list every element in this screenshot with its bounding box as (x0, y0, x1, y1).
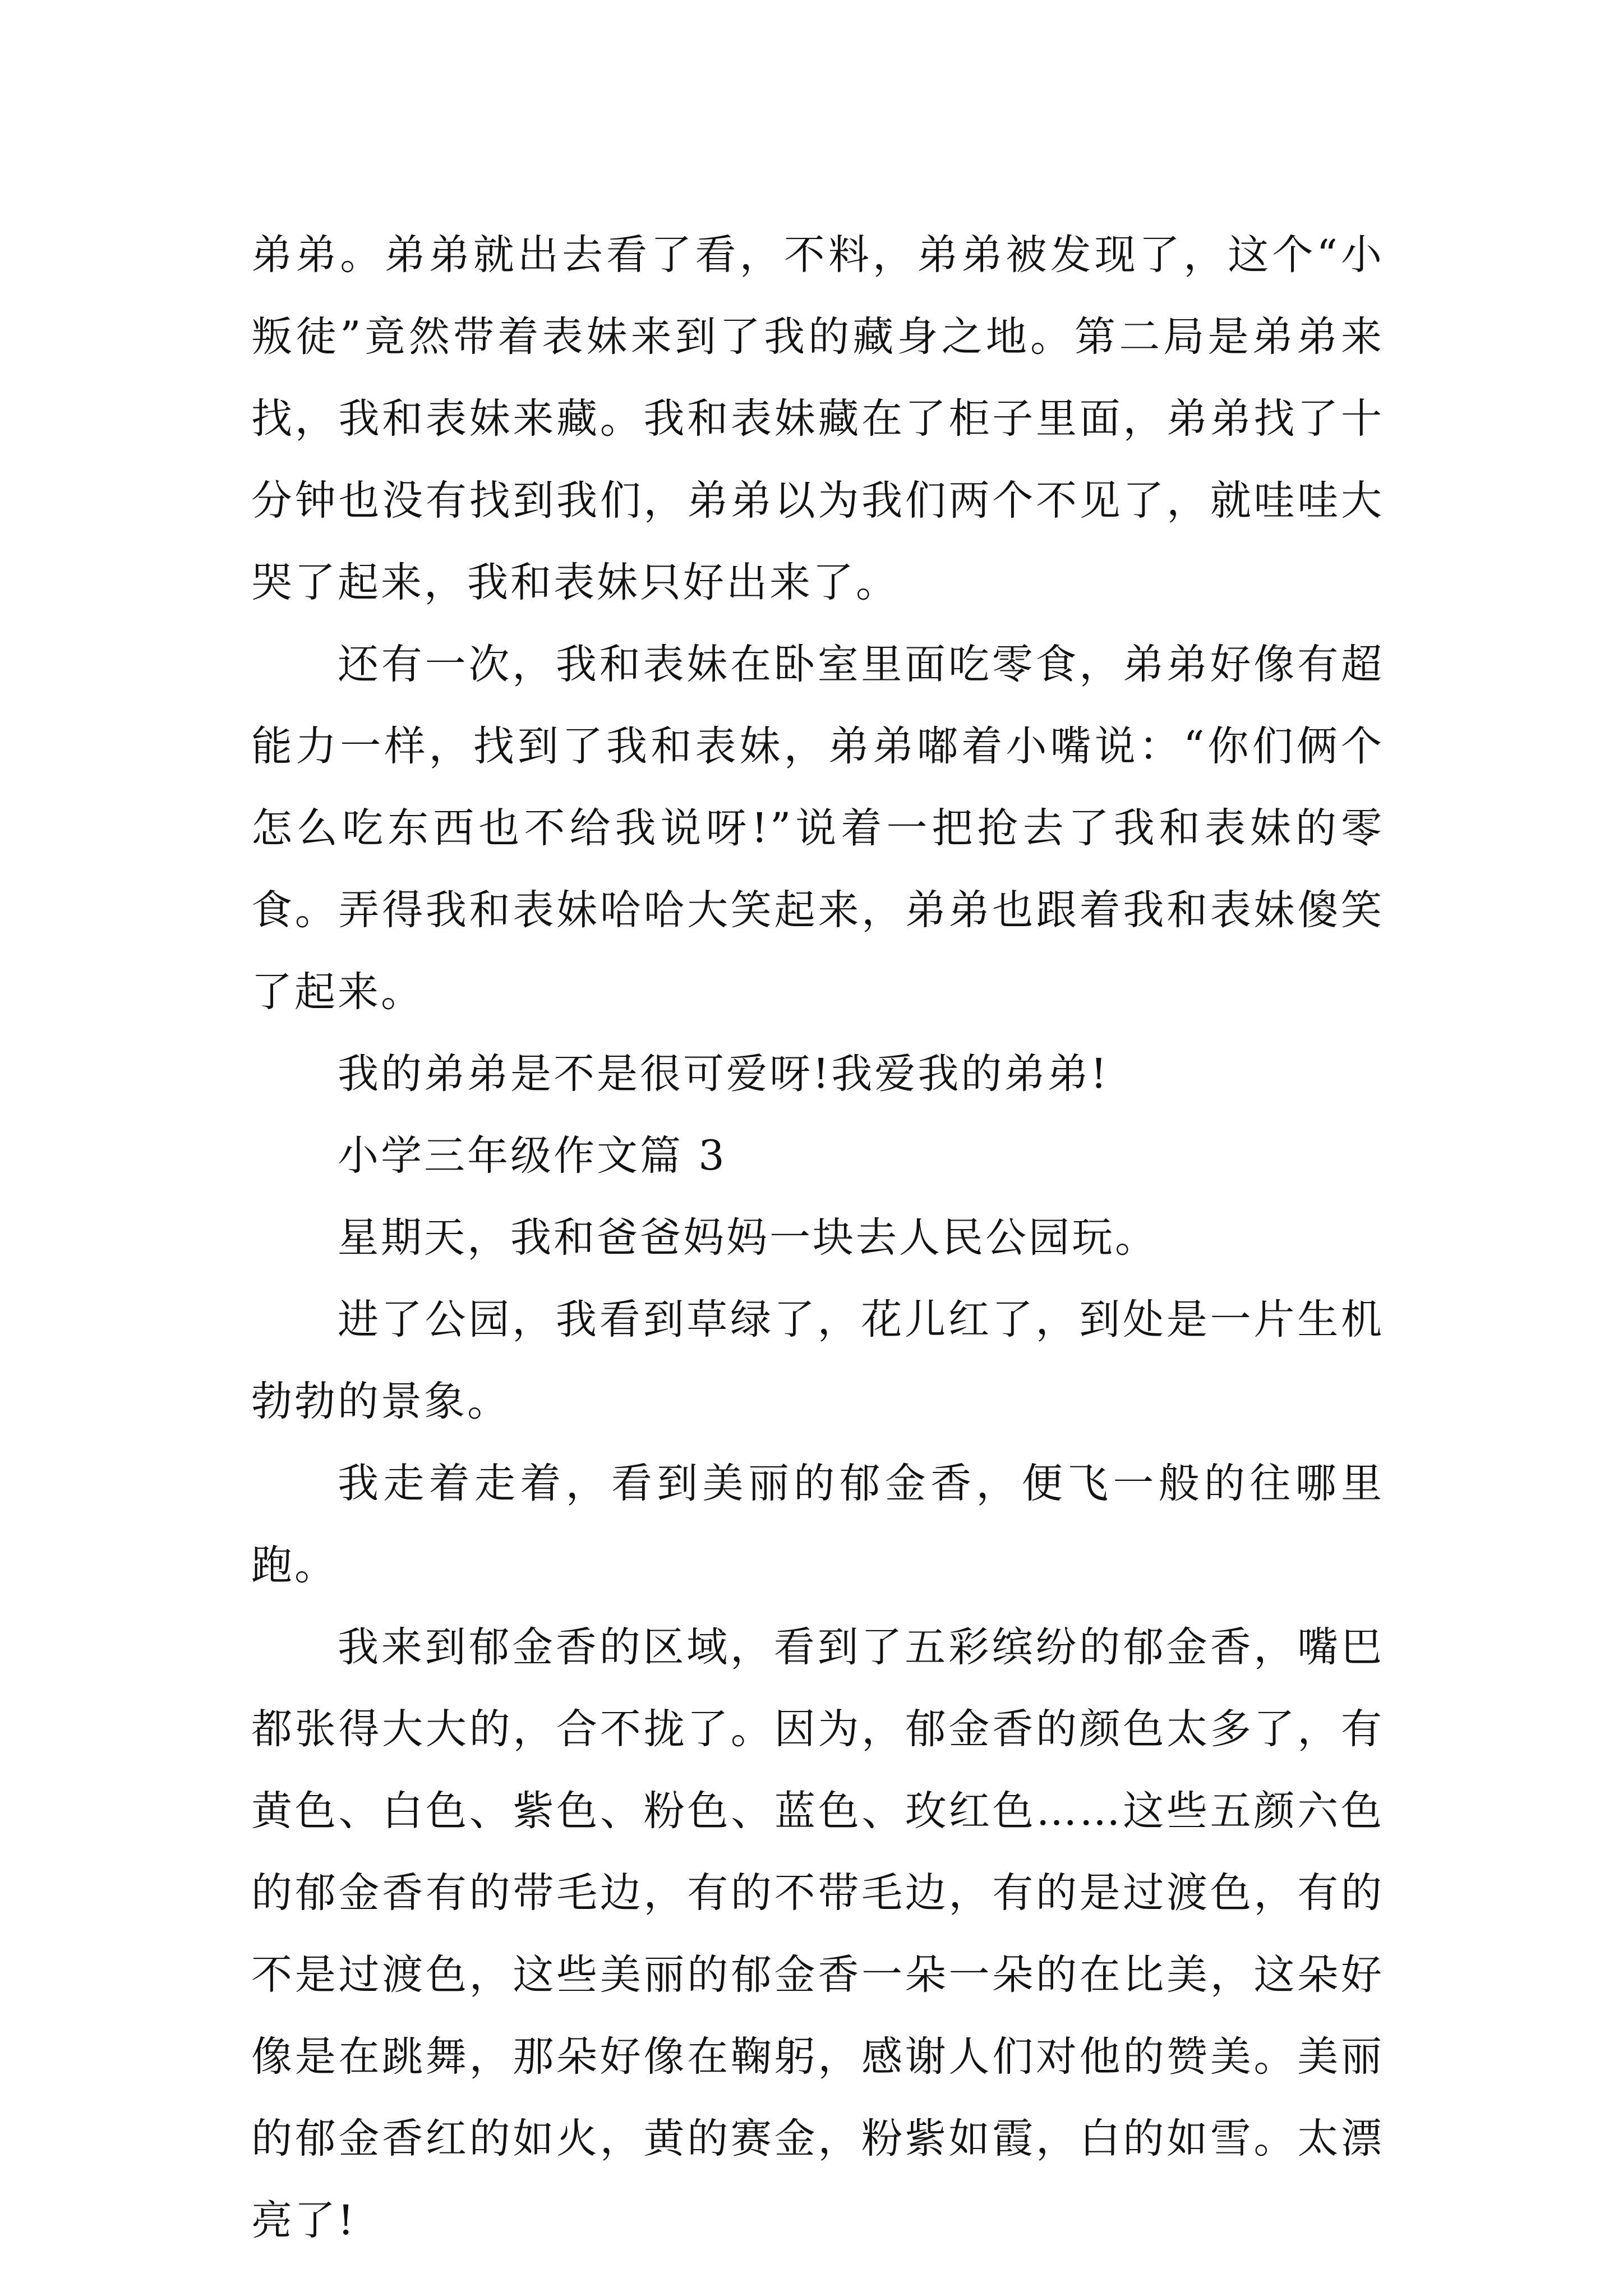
paragraph-love-brother: 我的弟弟是不是很可爱呀!我爱我的弟弟! (338, 1050, 1109, 1098)
paragraph-continuation: 弟弟。弟弟就出去看了看，不料，弟弟被发现了，这个“小叛徒”竟然带着表妹来到了我的藏身之地。第二局是弟弟来找，我和表妹来藏。我和表妹藏在了柜子里面，弟弟找了十分钟也没有找到我们，弟弟以为我们两个不见了，就哇哇大哭了起来，我和表妹只好出来了。 (251, 231, 1384, 606)
section-title: 小学三年级作文篇 3 (338, 1132, 727, 1180)
paragraph-see-tulips: 我走着走着，看到美丽的郁金香，便飞一般的往哪里跑。 (251, 1460, 1384, 1589)
paragraph-snack-story: 还有一次，我和表妹在卧室里面吃零食，弟弟好像有超能力一样，找到了我和表妹，弟弟嘟着小嘴说：“你们俩个怎么吃东西也不给我说呀!”说着一把抢去了我和表妹的零食。弄得我和表妹哈哈大笑起来，弟弟也跟着我和表妹傻笑了起来。 (251, 641, 1384, 1016)
paragraph-sunday: 星期天，我和爸爸妈妈一块去人民公园玩。 (338, 1214, 1158, 1262)
paragraph-park-scene: 进了公园，我看到草绿了，花儿红了，到处是一片生机勃勃的景象。 (251, 1296, 1384, 1425)
essay-body (251, 214, 1384, 2262)
paragraph-tulip-description: 我来到郁金香的区域，看到了五彩缤纷的郁金香，嘴巴都张得大大的，合不拢了。因为，郁金香的颜色太多了，有黄色、白色、紫色、粉色、蓝色、玫红色……这些五颜六色的郁金香有的带毛边，有的不带毛边，有的是过渡色，有的不是过渡色，这些美丽的郁金香一朵一朵的在比美，这朵好像是在跳舞，那朵好像在鞠躬，感谢人们对他的赞美。美丽的郁金香红的如火，黄的赛金，粉紫如霞，白的如雪。太漂亮了! (251, 1623, 1384, 2244)
